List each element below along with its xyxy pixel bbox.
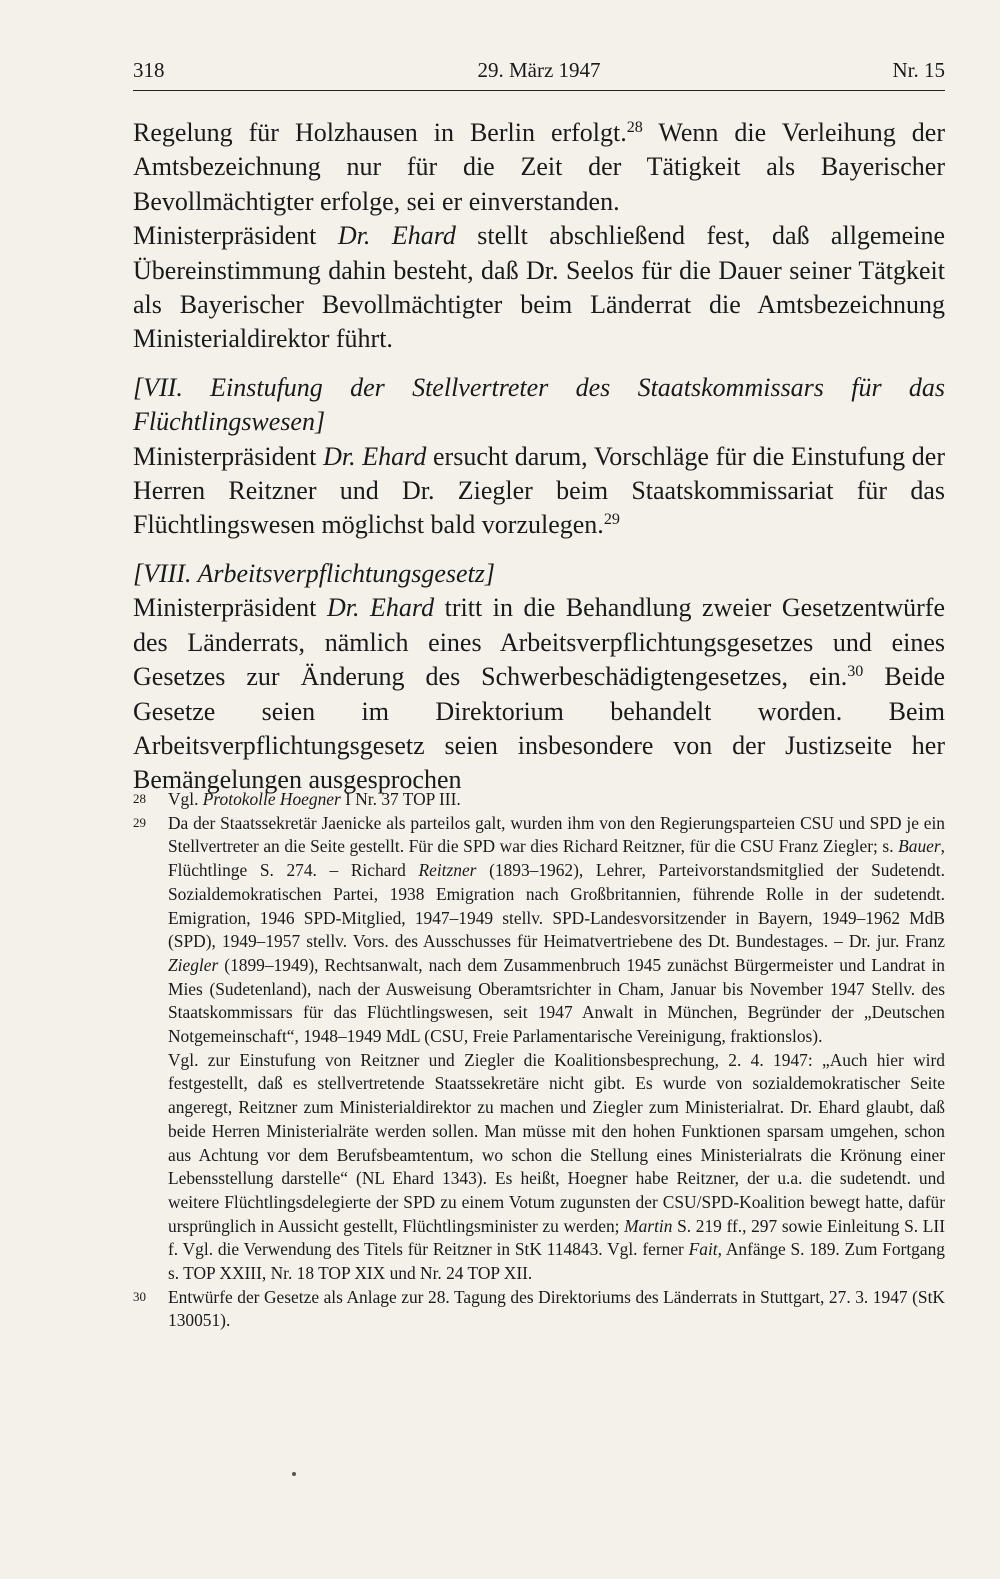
paragraph-arbeitsverpflichtung: Ministerpräsident Dr. Ehard tritt in die Behandlung zweier Gesetzentwürfe des Länderrats, nämlich eines Arbeitsverpflichtungsgesetzes und eines Gesetzes zur Änderung des Schwerbeschädigtengesetzes, ein.$^{30}$ Beide Gesetze seien im Direktorium behandelt worden. Beim Arbeitsverpflichtungsgesetz seien insbesondere von der Justizseite her Bemängelungen ausgesprochen xyxy=(133,593,945,795)
paragraph-holzhausen: Regelung für Holzhausen in Berlin erfolgt.$^{28}$ Wenn die Verleihung der Amtsbezeichnung nur für die Zeit der Tätigkeit als Bayerischer Bevollmächtigter erfolge, sei er einverstanden. xyxy=(133,118,945,216)
section-heading-vii: [VII. Einstufung der Stellvertreter des Staatskommissars für das Flüchtlingswesen] xyxy=(133,372,945,437)
footnote-29-continued: Vgl. zur Einstufung von Reitzner und Ziegler die Koalitionsbesprechung, 2. 4. 1947: „Auch hier wird festgestellt, daß es stellvertretende Staatssekretäre nicht gibt. Es wurde von sozialdemokratischer Seite angeregt, Reitzner zum Ministerialdirektor zu machen und Ziegler zum Ministerialrat. Dr. Ehard glaubt, daß beide Herren Ministerialräte werden sollen. Man müsse mit den hohen Funktionen sparsam umgehen, schon aus Achtung vor dem Berufsbeamtentum, wo schon die Stellung eines Ministerialrats die Krönung einer Lebensstellung darstelle“ (NL Ehard 1343). Es heißt, Hoegner habe Reitzner, der u.a. die sudetendt. und weitere Flüchtlingsdelegierte der SPD zu einem Votum zugunsten der CSU/SPD-Koalition bewegt hatte, dafür ursprünglich in Aussicht gestellt, Flüchtlingsminister zu werden; Martin S. 219 ff., 297 sowie Einleitung S. LII f. Vgl. die Verwendung des Titels für Reitzner in StK 114843. Vgl. ferner Fait, Anfänge S. 189. Zum Fortgang s. TOP XXIII, Nr. 18 TOP XIX und Nr. 24 TOP XII. xyxy=(168,1049,945,1284)
footnote-ref-30[interactable]: 30 xyxy=(847,663,864,681)
footnote-29: 29 Da der Staatssekretär Jaenicke als parteilos galt, wurden ihm von den Regierungsparteien CSU und SPD je ein Stellvertreter an die Seite gestellt. Für die SPD war dies Richard Reitzner, für die CSU Franz Ziegler; s. Bauer, Flüchtlinge S. 274. – Richard Reitzner (1893–1962), Lehrer, Parteivorstandsmitglied der Sudetendt. Sozialdemokratischen Partei, 1938 Emigration nach Großbritannien, führende Rolle in der sudetendt. Emigration, 1946 SPD-Mitglied, 1947–1949 stellv. SPD-Landesvorsitzender in Bayern, 1949–1962 MdB (SPD), 1949–1957 stellv. Vors. des Ausschusses für Heimatvertriebene des Dt. Bundestages. – Dr. jur. Franz Ziegler (1899–1949), Rechtsanwalt, nach dem Zusammenbruch 1945 zunächst Bürgermeister und Landrat in Mies (Sudetenland), nach der Ausweisung Oberamtsrichter in Cham, Januar bis November 1947 Stellv. des Staatskommissars für das Flüchtlingswesen, seit 1947 Anwalt in München, Begründer der „Deutschen Notgemeinschaft“, 1948–1949 MdL (CSU, Freie Parlamentarische Vereinigung, fraktionslos). xyxy=(133,812,945,1047)
paper-speck xyxy=(292,1472,296,1476)
footnote-ref-28[interactable]: 28 xyxy=(626,119,643,137)
main-text xyxy=(133,116,945,798)
footnote-30: 30 Entwürfe der Gesetze als Anlage zur 28. Tagung des Direktoriums des Länderrats in Stuttgart, 27. 3. 1947 (StK 130051). xyxy=(133,1286,945,1331)
paragraph-einstufung: Ministerpräsident Dr. Ehard ersucht darum, Vorschläge für die Einstufung der Herren Reitzner und Dr. Ziegler beim Staatskommissariat für das Flüchtlingswesen möglichst bald vorzulegen.$^{29}$ xyxy=(133,441,945,540)
header-date: 29. März 1947 xyxy=(477,58,601,82)
header-rule xyxy=(133,90,945,91)
page-number: 318 xyxy=(133,58,165,82)
paragraph-seelos: Ministerpräsident Dr. Ehard stellt abschließend fest, daß allgemeine Übereinstimmung dahin besteht, daß Dr. Seelos für die Dauer seiner Tätgkeit als Bayerischer Bevollmächtigter beim Länderrat die Amtsbezeichnung Ministerialdirektor führt. xyxy=(133,221,945,354)
document-number: Nr. 15 xyxy=(892,58,945,82)
footnote-ref-29[interactable]: 29 xyxy=(603,511,620,529)
footnote-28: 28 Vgl. Protokolle Hoegner I Nr. 37 TOP III. xyxy=(133,789,461,809)
running-header xyxy=(133,58,945,88)
section-heading-viii: [VIII. Arbeitsverpflichtungsgesetz] xyxy=(133,558,496,588)
footnotes xyxy=(133,788,945,1333)
